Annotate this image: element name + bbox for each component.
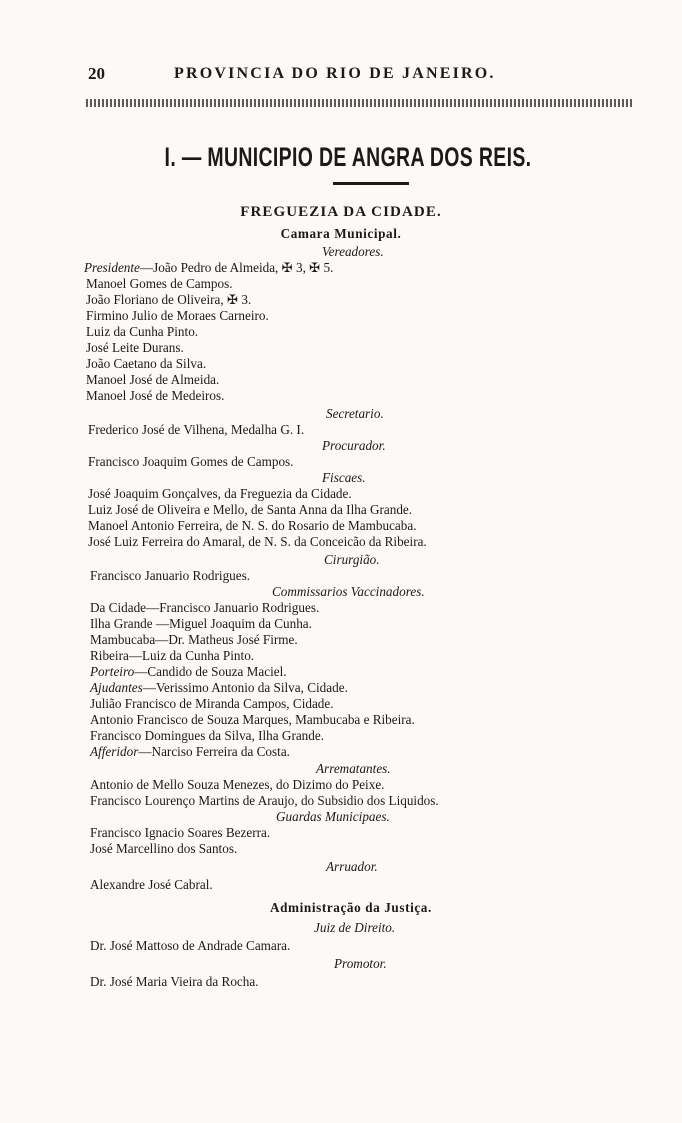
vereadores-heading: Vereadores. — [322, 244, 384, 259]
cirurgiao-name: Francisco Januario Rodrigues. — [90, 568, 251, 583]
promotor-heading: Promotor. — [334, 956, 387, 971]
ajudante-item: Francisco Domingues da Silva, Ilha Grande. — [90, 728, 325, 743]
chapter-title: I. — MUNICIPIO DE ANGRA DOS REIS. — [164, 142, 532, 172]
fiscal-item: José Joaquim Gonçalves, da Freguezia da Cidade. — [88, 486, 352, 501]
ajudante-first: —Verissimo Antonio da Silva, Cidade. — [142, 680, 348, 695]
arruador-heading: Arruador. — [326, 859, 378, 874]
procurador-name: Francisco Joaquim Gomes de Campos. — [88, 454, 294, 469]
commissario-item: Ribeira—Luiz da Cunha Pinto. — [90, 648, 255, 663]
page-number: 20 — [88, 64, 105, 83]
commissario-item: Ilha Grande —Miguel Joaquim da Cunha. — [90, 616, 312, 631]
presidente-line — [84, 260, 333, 276]
vereador-item: Manoel Gomes de Campos. — [86, 276, 233, 291]
vereador-item: Manoel José de Medeiros. — [86, 388, 225, 403]
vereador-item: Luiz da Cunha Pinto. — [86, 324, 199, 339]
page-header — [88, 64, 640, 86]
arrematante-item: Antonio de Mello Souza Menezes, do Dizimo do Peixe. — [90, 777, 385, 792]
title-underline — [333, 182, 409, 185]
arrematante-item: Francisco Lourenço Martins de Araujo, do Subsidio dos Liquidos. — [90, 793, 439, 808]
juiz-name: Dr. José Mattoso de Andrade Camara. — [90, 938, 291, 953]
guarda-item: José Marcellino dos Santos. — [90, 841, 238, 856]
fiscal-item: Manoel Antonio Ferreira, de N. S. do Rosario de Mambucaba. — [88, 518, 417, 533]
fiscal-item: Luiz José de Oliveira e Mello, de Santa Anna da Ilha Grande. — [88, 502, 413, 517]
commissario-item: Da Cidade—Francisco Januario Rodrigues. — [90, 600, 320, 615]
guardas-heading: Guardas Municipaes. — [276, 809, 390, 824]
ajudante-item: Julião Francisco de Miranda Campos, Cidade. — [90, 696, 334, 711]
section-title: FREGUEZIA DA CIDADE. — [240, 204, 442, 220]
promotor-name: Dr. José Maria Vieira da Rocha. — [90, 974, 259, 989]
vereador-item: João Floriano de Oliveira, ✠ 3. — [86, 292, 252, 307]
fiscaes-heading: Fiscaes. — [322, 470, 366, 485]
guarda-item: Francisco Ignacio Soares Bezerra. — [90, 825, 271, 840]
presidente-name: —João Pedro de Almeida, ✠ 3, ✠ 5. — [139, 260, 334, 275]
secretario-heading: Secretario. — [326, 406, 384, 421]
ajudantes-line — [90, 680, 348, 696]
secretario-name: Frederico José de Vilhena, Medalha G. I. — [88, 422, 305, 437]
decorative-rule — [86, 99, 634, 107]
camara-heading: Camara Municipal. — [280, 226, 402, 241]
porteiro-label: Porteiro — [90, 664, 135, 679]
vereador-item: Firmino Julio de Moraes Carneiro. — [86, 308, 269, 323]
presidente-label: Presidente — [84, 260, 140, 275]
commissarios-heading: Commissarios Vaccinadores. — [272, 584, 425, 599]
afferidor-label: Afferidor — [90, 744, 139, 759]
commissario-item: Mambucaba—Dr. Matheus José Firme. — [90, 632, 298, 647]
porteiro-name: —Candido de Souza Maciel. — [134, 664, 287, 679]
vereador-item: José Leite Durans. — [86, 340, 184, 355]
vereador-item: João Caetano da Silva. — [86, 356, 207, 371]
vereador-item: Manoel José de Almeida. — [86, 372, 220, 387]
cirurgiao-heading: Cirurgião. — [324, 552, 380, 567]
running-title: PROVINCIA DO RIO DE JANEIRO. — [174, 65, 496, 82]
afferidor-line — [90, 744, 290, 760]
afferidor-name: —Narciso Ferreira da Costa. — [138, 744, 290, 759]
procurador-heading: Procurador. — [322, 438, 386, 453]
porteiro-line — [90, 664, 287, 680]
arruador-name: Alexandre José Cabral. — [90, 877, 213, 892]
juiz-heading: Juiz de Direito. — [314, 920, 396, 935]
justica-heading: Administração da Justiça. — [270, 900, 432, 915]
ajudante-item: Antonio Francisco de Souza Marques, Mambucaba e Ribeira. — [90, 712, 415, 727]
ajudantes-label: Ajudantes — [90, 680, 143, 695]
arrematantes-heading: Arrematantes. — [316, 761, 391, 776]
fiscal-item: José Luiz Ferreira do Amaral, de N. S. da Conceicão da Ribeira. — [88, 534, 427, 549]
